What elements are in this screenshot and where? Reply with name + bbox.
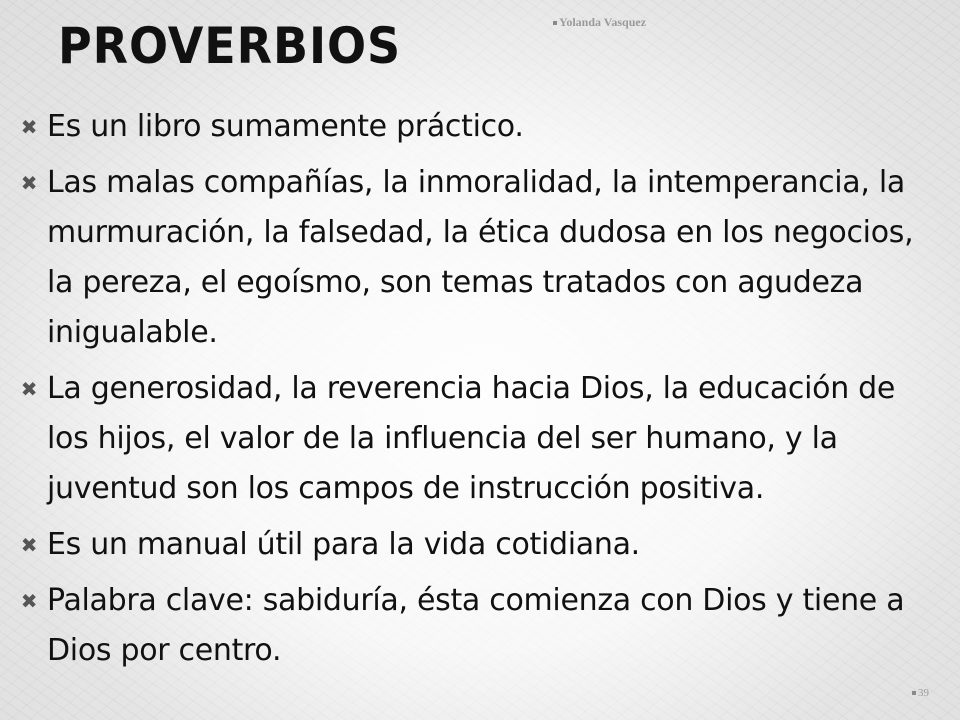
bullet-text: Es un manual útil para la vida cotidiana. <box>47 527 640 562</box>
slide-title: PROVERBIOS <box>58 17 402 75</box>
bullet-list <box>18 102 918 682</box>
bullet-item-5 <box>18 576 918 676</box>
x-bullet-icon: ✖ <box>20 377 38 401</box>
bullet-text: Palabra clave: sabiduría, ésta comienza con Dios y tiene a Dios por centro. <box>47 583 905 668</box>
bullet-text: Las malas compañías, la inmoralidad, la intemperancia, la murmuración, la falsedad, la ética dudosa en los negocios, la pereza, el egoísmo, son temas tratados con agudeza inigualable. <box>47 165 914 350</box>
bullet-item-2 <box>18 158 918 358</box>
page-number <box>912 687 929 699</box>
bullet-text: Es un libro sumamente práctico. <box>47 109 524 144</box>
x-bullet-icon: ✖ <box>20 171 38 195</box>
bullet-item-1 <box>18 102 918 152</box>
bullet-item-4 <box>18 520 918 570</box>
page-number-value: 39 <box>918 687 929 699</box>
x-bullet-icon: ✖ <box>20 589 38 613</box>
page-number-bullet-square <box>912 691 916 695</box>
bullet-text: La generosidad, la reverencia hacia Dios, la educación de los hijos, el valor de la influencia del ser humano, y la juventud son los campos de instrucción positiva. <box>47 371 896 506</box>
x-bullet-icon: ✖ <box>20 115 38 139</box>
x-bullet-icon: ✖ <box>20 533 38 557</box>
author-name: Yolanda Vasquez <box>559 15 647 29</box>
bullet-item-3 <box>18 364 918 514</box>
author-label <box>553 15 646 29</box>
author-bullet-square <box>553 21 557 25</box>
